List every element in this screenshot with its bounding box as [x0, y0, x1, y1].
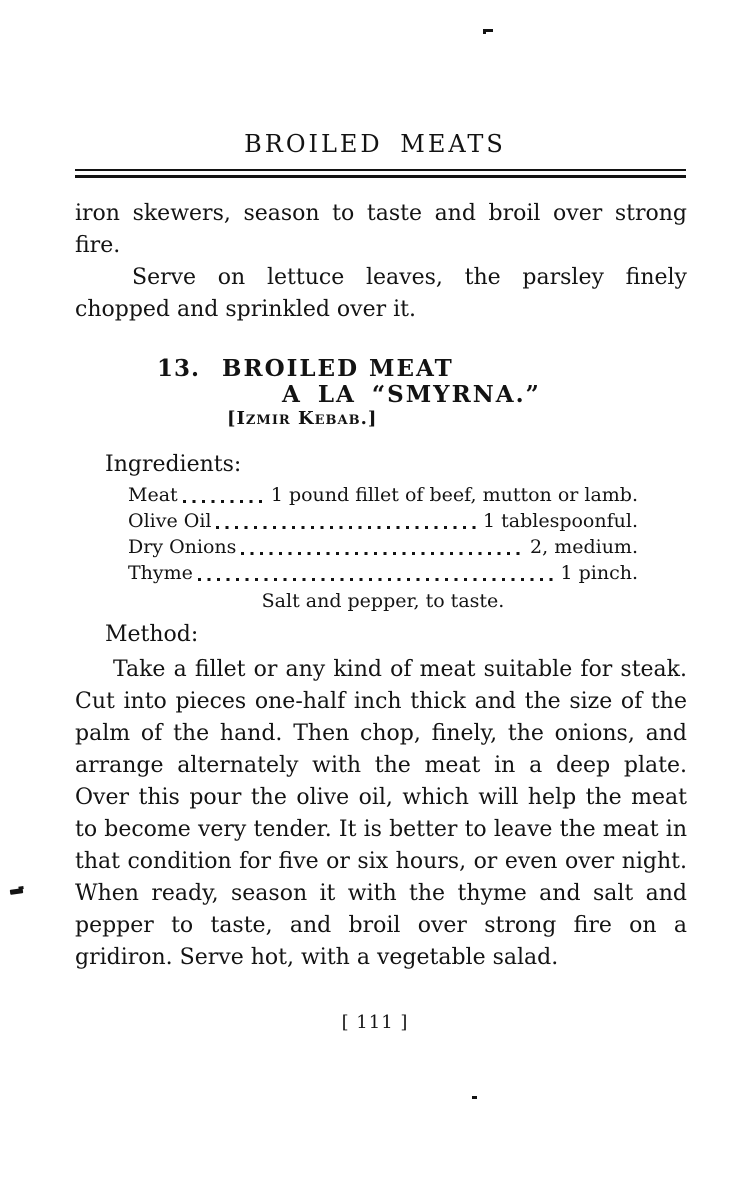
- page-number: [ 111 ]: [341, 1012, 409, 1033]
- ingredient-row: [128, 534, 638, 560]
- ingredients-list: [128, 482, 638, 614]
- ingredient-row: [128, 482, 638, 508]
- intro-paragraph-1: iron skewers, season to taste and broil over strong fire.: [75, 201, 687, 258]
- header-rule-top: [75, 169, 686, 171]
- ingredient-amount: 2, medium.: [530, 536, 638, 558]
- ink-speck: [485, 29, 493, 32]
- ingredient-amount: 1 pound fillet of beef, mutton or lamb.: [270, 484, 638, 506]
- ingredients-label: Ingredients:: [105, 452, 242, 477]
- ingredient-name: Meat: [128, 484, 178, 506]
- recipe-heading: [75, 356, 687, 430]
- recipe-title-text: BROILED MEAT: [222, 355, 454, 382]
- ingredient-name: Olive Oil: [128, 510, 212, 532]
- header-rule-bottom: [75, 175, 686, 178]
- recipe-subtitle: [Izmir Kebab.]: [227, 408, 378, 429]
- dot-leader: [178, 482, 271, 508]
- method-label: Method:: [105, 622, 199, 647]
- page-content: [75, 198, 687, 974]
- method-paragraph: Take a fillet or any kind of meat suitable for steak. Cut into pieces one-half inch thick and the size of the palm of the hand. Then chop, finely, the onions, and arrange alternately with the meat in a deep plate. Over this pour the olive oil, which will help the meat to become very tender. It is better to leave the meat in that condition for five or six hours, or even over night. When ready, season it with the thyme and salt and pepper to taste, and broil over strong fire on a gridiron. Serve hot, with a vegetable salad.: [75, 657, 687, 970]
- recipe-number: 13.: [157, 355, 201, 382]
- ingredient-row: [128, 508, 638, 534]
- ingredient-amount: 1 tablespoonful.: [483, 510, 638, 532]
- intro-paragraph-2: Serve on lettuce leaves, the parsley finely chopped and sprinkled over it.: [75, 265, 687, 322]
- running-head: BROILED MEATS: [244, 130, 506, 158]
- recipe-title-line1: [75, 356, 687, 382]
- recipe-title-line2: A LA “SMYRNA.”: [282, 381, 541, 408]
- ingredient-name: Dry Onions: [128, 536, 237, 558]
- ingredient-name: Thyme: [128, 562, 193, 584]
- dot-leader: [211, 508, 483, 534]
- ingredient-amount: 1 pinch.: [560, 562, 638, 584]
- ingredients-note: Salt and pepper, to taste.: [261, 590, 505, 612]
- dot-leader: [236, 534, 530, 560]
- ink-speck: [472, 1096, 477, 1099]
- dot-leader: [193, 560, 561, 586]
- ink-speck: [10, 888, 24, 895]
- ingredient-row: [128, 560, 638, 586]
